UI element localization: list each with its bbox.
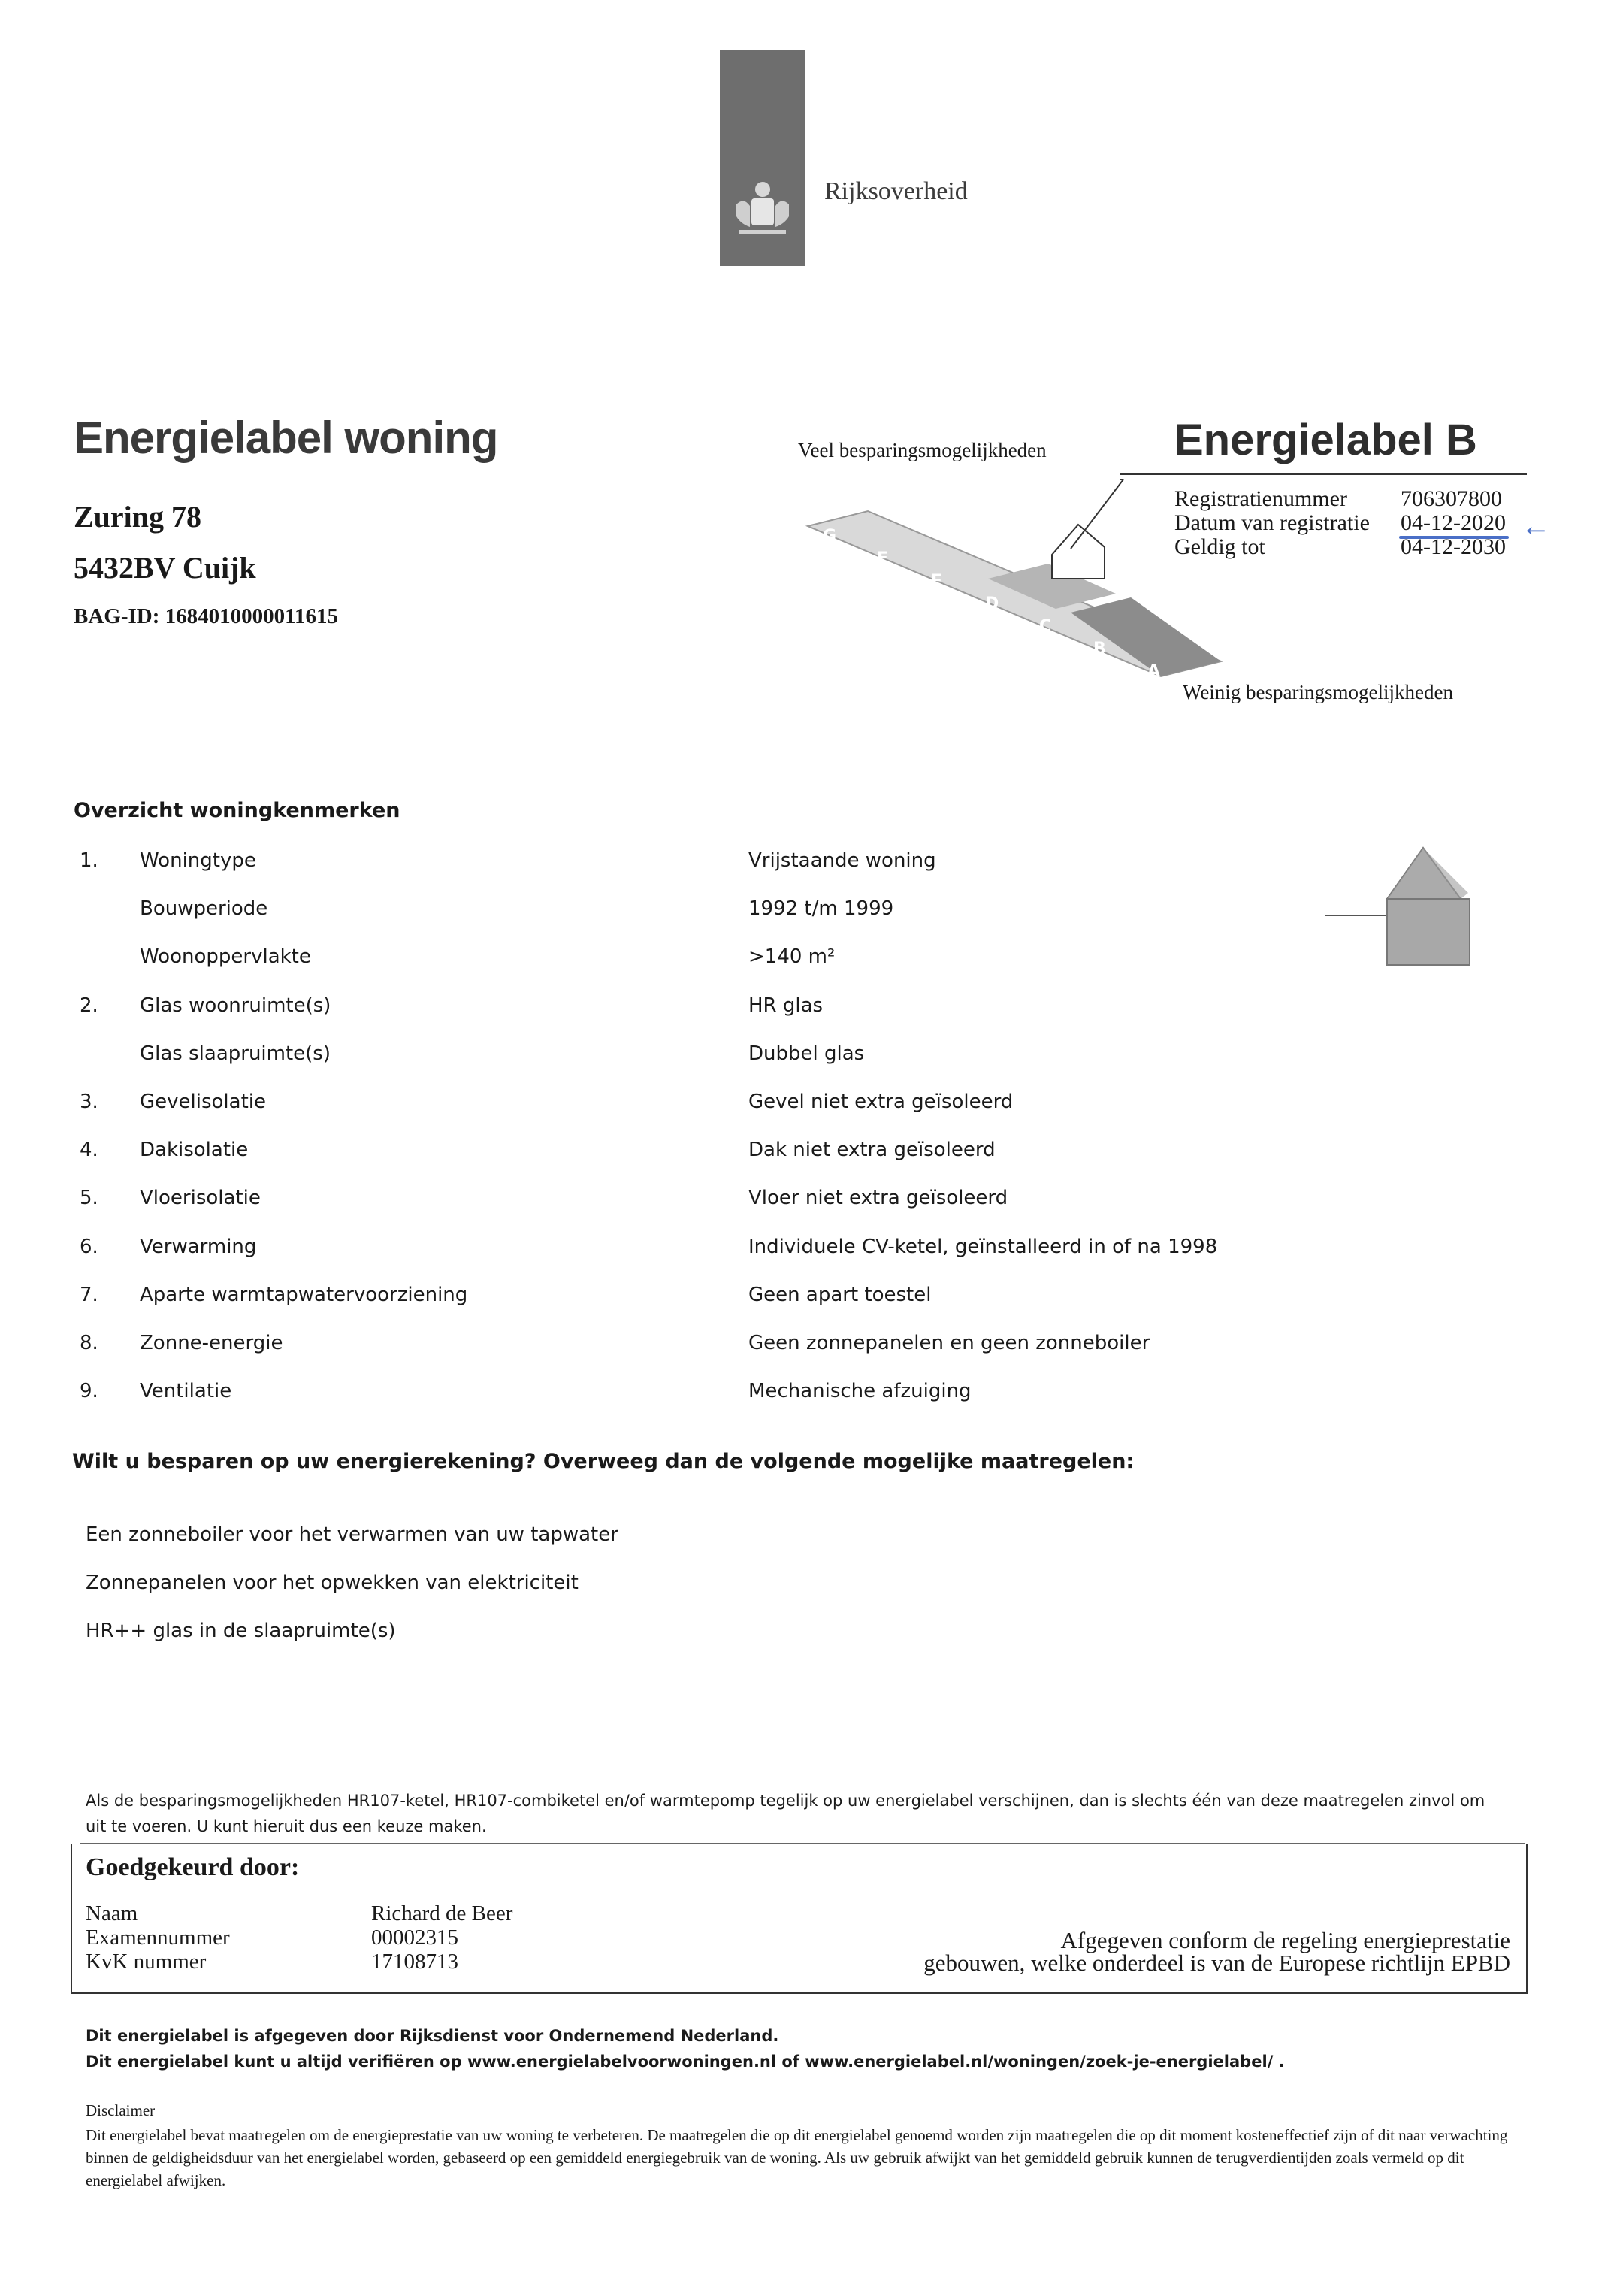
address-street: Zuring 78 — [74, 500, 202, 534]
overview-row-label: Dakisolatie — [140, 1139, 249, 1161]
pointer-line — [1071, 479, 1123, 549]
registration-date-label: Datum van registratie — [1174, 510, 1370, 535]
house-type-icon — [1325, 846, 1476, 974]
overview-row-number: 6. — [80, 1236, 98, 1258]
coat-of-arms-icon — [729, 174, 796, 242]
conform-line-1: Afgegeven conform de regeling energieprestatie — [1060, 1927, 1510, 1953]
overview-row-number: 8. — [80, 1332, 98, 1354]
overview-row-value: Geen zonnepanelen en geen zonneboiler — [748, 1332, 1150, 1354]
exam-number-value: 00002315 — [371, 1925, 458, 1950]
kvk-number-label: KvK nummer — [86, 1950, 207, 1974]
overview-row-number: 5. — [80, 1187, 98, 1209]
valid-until-value: 04-12-2030 — [1401, 534, 1506, 559]
overview-row-value: Geen apart toestel — [748, 1284, 932, 1306]
overview-row-label: Bouwperiode — [140, 897, 268, 920]
scale-class-letter: A — [1147, 662, 1161, 681]
disclaimer-text: Dit energielabel bevat maatregelen om de energieprestatie van uw woning te verbeteren. De maatregelen die op dit energielabel genoemd worden zijn maatregelen die op dit moment kosteneffectief zijn of dit naar verwachting binnen de geldigheidsduur van het energielabel worden, gebaseerd op een gemiddeld energiegebruik van de woning. Als uw gebruik afwijkt van het gemiddeld gebruik kunnen de terugverdientijden zoals vermeld op dit energielabel afwijken. — [86, 2126, 1508, 2189]
name-label: Naam — [86, 1901, 138, 1925]
scale-class-letter: C — [1039, 617, 1052, 636]
overview-row-value: Dak niet extra geïsoleerd — [748, 1139, 996, 1161]
measure-item: HR++ glas in de slaapruimte(s) — [86, 1620, 396, 1642]
overview-row-label: Vloerisolatie — [140, 1187, 261, 1209]
overview-row-label: Woningtype — [140, 849, 256, 872]
registration-number-value: 706307800 — [1401, 486, 1502, 511]
disclaimer-title: Disclaimer — [86, 2101, 156, 2119]
measure-item: Zonnepanelen voor het opwekken van elektriciteit — [86, 1572, 579, 1594]
issued-by-text: Dit energielabel is afgegeven door Rijksdienst voor Ondernemend Nederland. — [86, 2027, 779, 2045]
overview-row-value: Dubbel glas — [748, 1042, 865, 1065]
overview-row-number: 4. — [80, 1139, 98, 1161]
page-title: Energielabel woning — [74, 413, 498, 463]
scale-class-letter: G — [823, 527, 837, 546]
scale-class-letter: F — [877, 549, 889, 568]
overview-row-label: Glas slaapruimte(s) — [140, 1042, 331, 1065]
exam-number-label: Examennummer — [86, 1925, 230, 1950]
label-divider — [1120, 473, 1527, 475]
scale-class-letter: B — [1093, 640, 1106, 658]
logo-text: Rijksoverheid — [824, 177, 968, 205]
address-postal: 5432BV Cuijk — [74, 551, 256, 585]
valid-until-label: Geldig tot — [1174, 534, 1265, 559]
overview-row-label: Verwarming — [140, 1236, 257, 1258]
measure-item: Een zonneboiler voor het verwarmen van uw tapwater — [86, 1523, 618, 1546]
scale-top-text: Veel besparingsmogelijkheden — [798, 439, 1047, 461]
overview-row-value: 1992 t/m 1999 — [748, 897, 894, 920]
handwritten-arrow-icon: ← — [1521, 510, 1551, 543]
verify-text: Dit energielabel kunt u altijd verifiëren op www.energielabelvoorwoningen.nl of www.energielabel.nl/woningen/zoek-je-energielabel/ . — [86, 2052, 1285, 2071]
note-text: Als de besparingsmogelijkheden HR107-ketel, HR107-combiketel en/of warmtepomp tegelijk op uw energielabel verschijnen, dan is slechts één van deze maatregelen zinvol om uit te voeren. U kunt hieruit dus een keuze maken. — [86, 1792, 1485, 1835]
overview-title: Overzicht woningkenmerken — [74, 799, 400, 822]
overview-row-label: Zonne-energie — [140, 1332, 283, 1354]
overview-row-number: 2. — [80, 994, 98, 1017]
scale-class-letter: D — [985, 594, 999, 613]
kvk-number-value: 17108713 — [371, 1950, 458, 1974]
overview-row-label: Gevelisolatie — [140, 1091, 266, 1113]
bag-id: BAG-ID: 1684010000011615 — [74, 604, 339, 628]
conform-line-2: gebouwen, welke onderdeel is van de Europese richtlijn EPBD — [923, 1950, 1510, 1976]
overview-row-number: 3. — [80, 1091, 98, 1113]
overview-row-value: Mechanische afzuiging — [748, 1380, 972, 1402]
overview-row-label: Aparte warmtapwatervoorziening — [140, 1284, 468, 1306]
registration-date-value: 04-12-2020 — [1401, 510, 1506, 535]
registration-number-label: Registratienummer — [1174, 486, 1347, 511]
scale-bottom-text: Weinig besparingsmogelijkheden — [1183, 681, 1453, 703]
scale-class-letter: E — [931, 572, 943, 591]
overview-row-number: 7. — [80, 1284, 98, 1306]
overview-row-value: Vrijstaande woning — [748, 849, 936, 872]
overview-row-value: HR glas — [748, 994, 824, 1017]
overview-row-label: Woonoppervlakte — [140, 945, 311, 968]
energy-label-title: Energielabel B — [1174, 416, 1477, 464]
overview-row-label: Ventilatie — [140, 1380, 232, 1402]
overview-row-label: Glas woonruimte(s) — [140, 994, 331, 1017]
current-house-marker — [1052, 525, 1105, 579]
overview-row-value: Gevel niet extra geïsoleerd — [748, 1091, 1014, 1113]
overview-row-value: Individuele CV-ketel, geïnstalleerd in of na 1998 — [748, 1236, 1218, 1258]
overview-row-value: >140 m² — [748, 945, 836, 968]
approval-title: Goedgekeurd door: — [86, 1853, 300, 1881]
measures-title: Wilt u besparen op uw energierekening? Overweeg dan de volgende mogelijke maatregelen: — [72, 1450, 1135, 1473]
rijksoverheid-logo-bar — [720, 50, 805, 266]
overview-row-number: 9. — [80, 1380, 98, 1402]
overview-row-number: 1. — [80, 849, 98, 872]
name-value: Richard de Beer — [371, 1901, 513, 1925]
overview-row-value: Vloer niet extra geïsoleerd — [748, 1187, 1008, 1209]
